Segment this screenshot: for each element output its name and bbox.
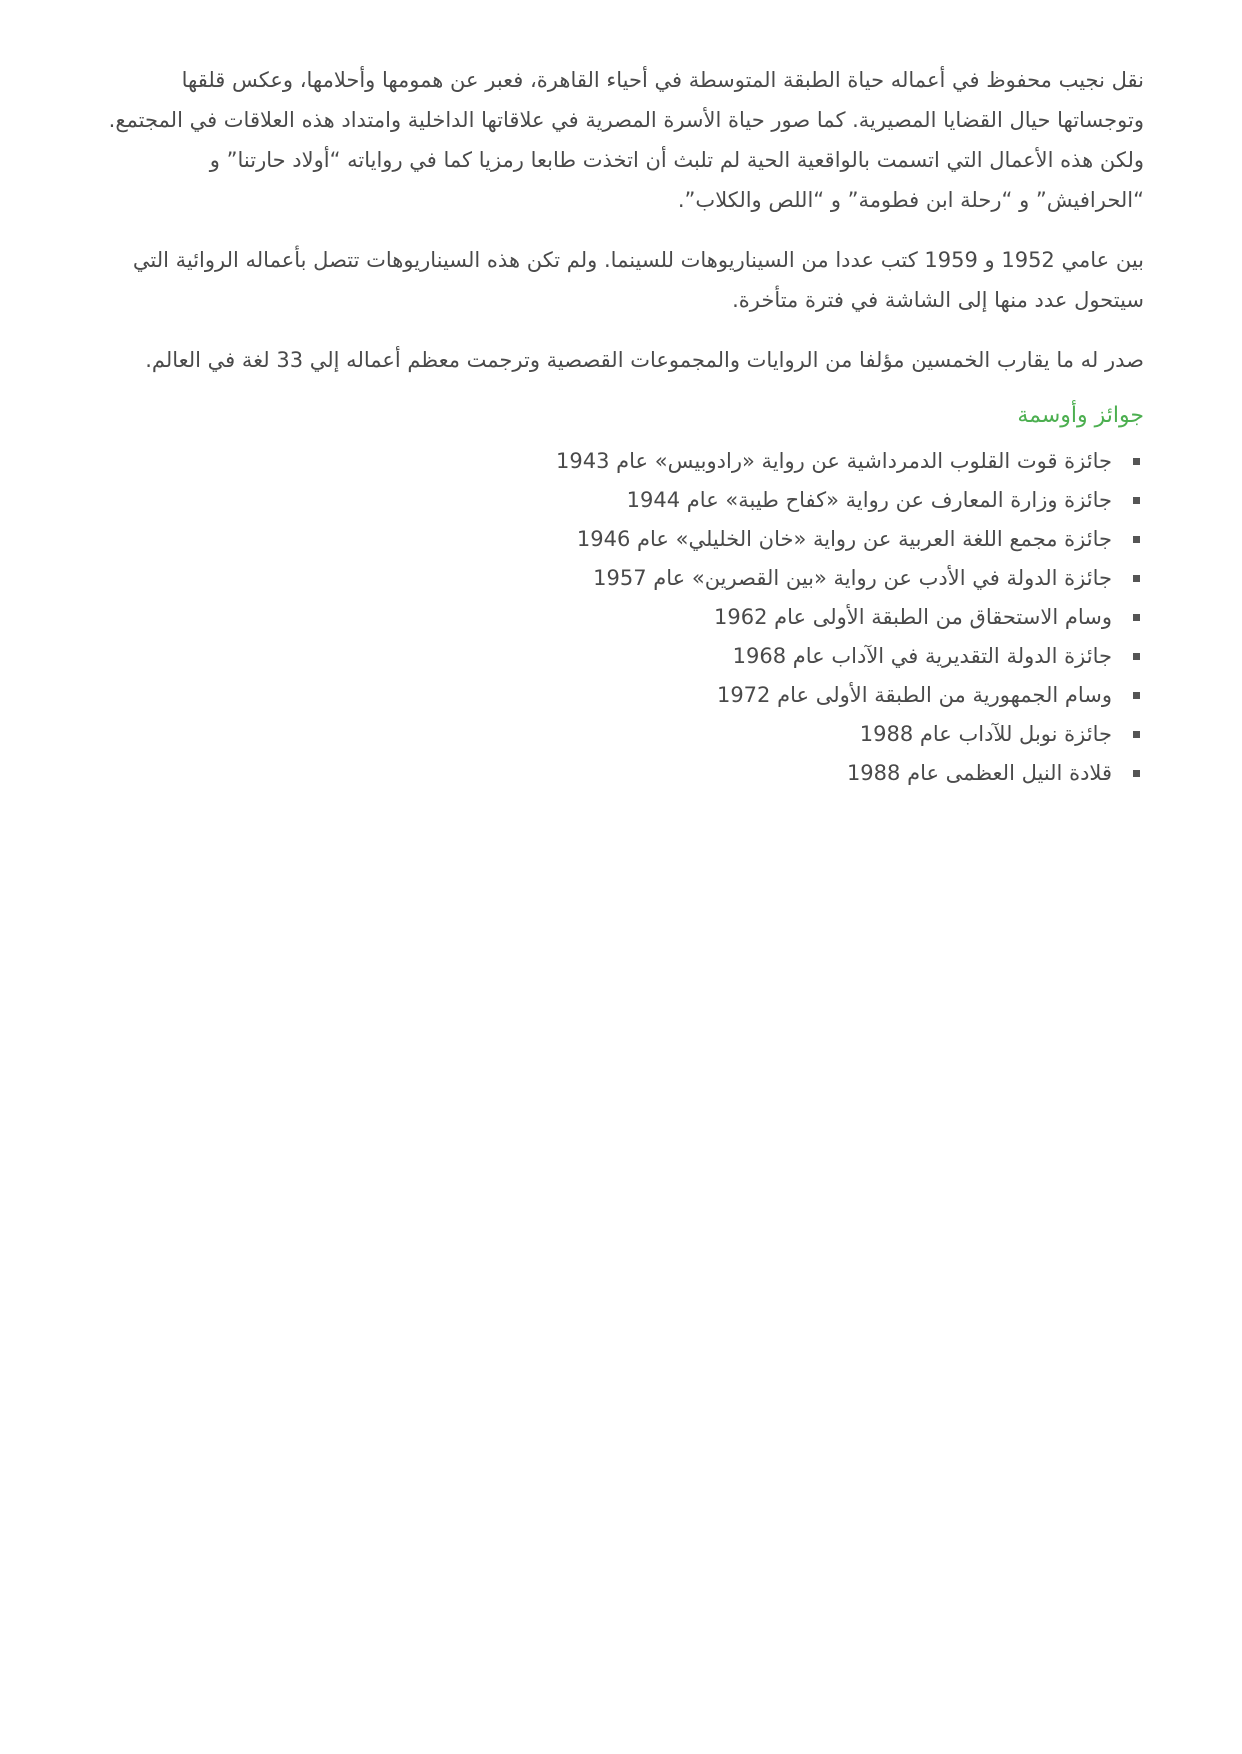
award-item (98, 598, 1112, 637)
square-bullet-icon (1133, 575, 1140, 582)
award-text: وسام الجمهورية من الطبقة الأولى عام 1972 (716, 683, 1112, 707)
award-item (98, 559, 1112, 598)
award-item (98, 481, 1112, 520)
square-bullet-icon (1133, 731, 1140, 738)
award-item (98, 520, 1112, 559)
award-text: قلادة النيل العظمى عام 1988 (846, 761, 1112, 785)
square-bullet-icon (1133, 653, 1140, 660)
award-item (98, 754, 1112, 793)
square-bullet-icon (1133, 497, 1140, 504)
award-item (98, 442, 1112, 481)
square-bullet-icon (1133, 536, 1140, 543)
award-text: جائزة مجمع اللغة العربية عن رواية «خان الخليلي» عام 1946 (576, 527, 1112, 551)
award-text: جائزة نوبل للآداب عام 1988 (859, 722, 1112, 746)
paragraph-themes: نقل نجيب محفوظ في أعماله حياة الطبقة المتوسطة في أحياء القاهرة، فعبر عن همومها وأحلامها، وعكس قلقها وتوجساتها حيال القضايا المصيرية. كما صور حياة الأسرة المصرية في علاقاتها الداخلية وامتداد هذه العلاقات في المجتمع. ولكن هذه الأعمال التي اتسمت بالواقعية الحية لم تلبث أن اتخذت طابعا رمزيا كما في رواياته “أولاد حارتنا” و “الحرافيش” و “رحلة ابن فطومة” و “اللص والكلاب”. (108, 68, 1144, 212)
award-text: جائزة وزارة المعارف عن رواية «كفاح طيبة» عام 1944 (626, 488, 1112, 512)
square-bullet-icon (1133, 692, 1140, 699)
paragraph-screenplays: بين عامي 1952 و 1959 كتب عددا من السيناريوهات للسينما. ولم تكن هذه السيناريوهات تتصل بأعماله الروائية التي سيتحول عدد منها إلى الشاشة في فترة متأخرة. (132, 248, 1144, 312)
award-text: وسام الاستحقاق من الطبقة الأولى عام 1962 (714, 605, 1112, 629)
award-text: جائزة الدولة التقديرية في الآداب عام 1968 (732, 644, 1112, 668)
awards-list (98, 442, 1144, 793)
square-bullet-icon (1133, 614, 1140, 621)
paragraph-publications: صدر له ما يقارب الخمسين مؤلفا من الروايات والمجموعات القصصية وترجمت معظم أعماله إلي 33 لغة في العالم. (145, 348, 1144, 372)
square-bullet-icon (1133, 458, 1140, 465)
square-bullet-icon (1133, 770, 1140, 777)
award-text: جائزة قوت القلوب الدمرداشية عن رواية «رادوبيس» عام 1943 (555, 449, 1112, 473)
award-text: جائزة الدولة في الأدب عن رواية «بين القصرين» عام 1957 (593, 566, 1112, 590)
award-item (98, 637, 1112, 676)
award-item (98, 715, 1112, 754)
award-item (98, 676, 1112, 715)
awards-heading: جوائز وأوسمة (1017, 403, 1144, 428)
